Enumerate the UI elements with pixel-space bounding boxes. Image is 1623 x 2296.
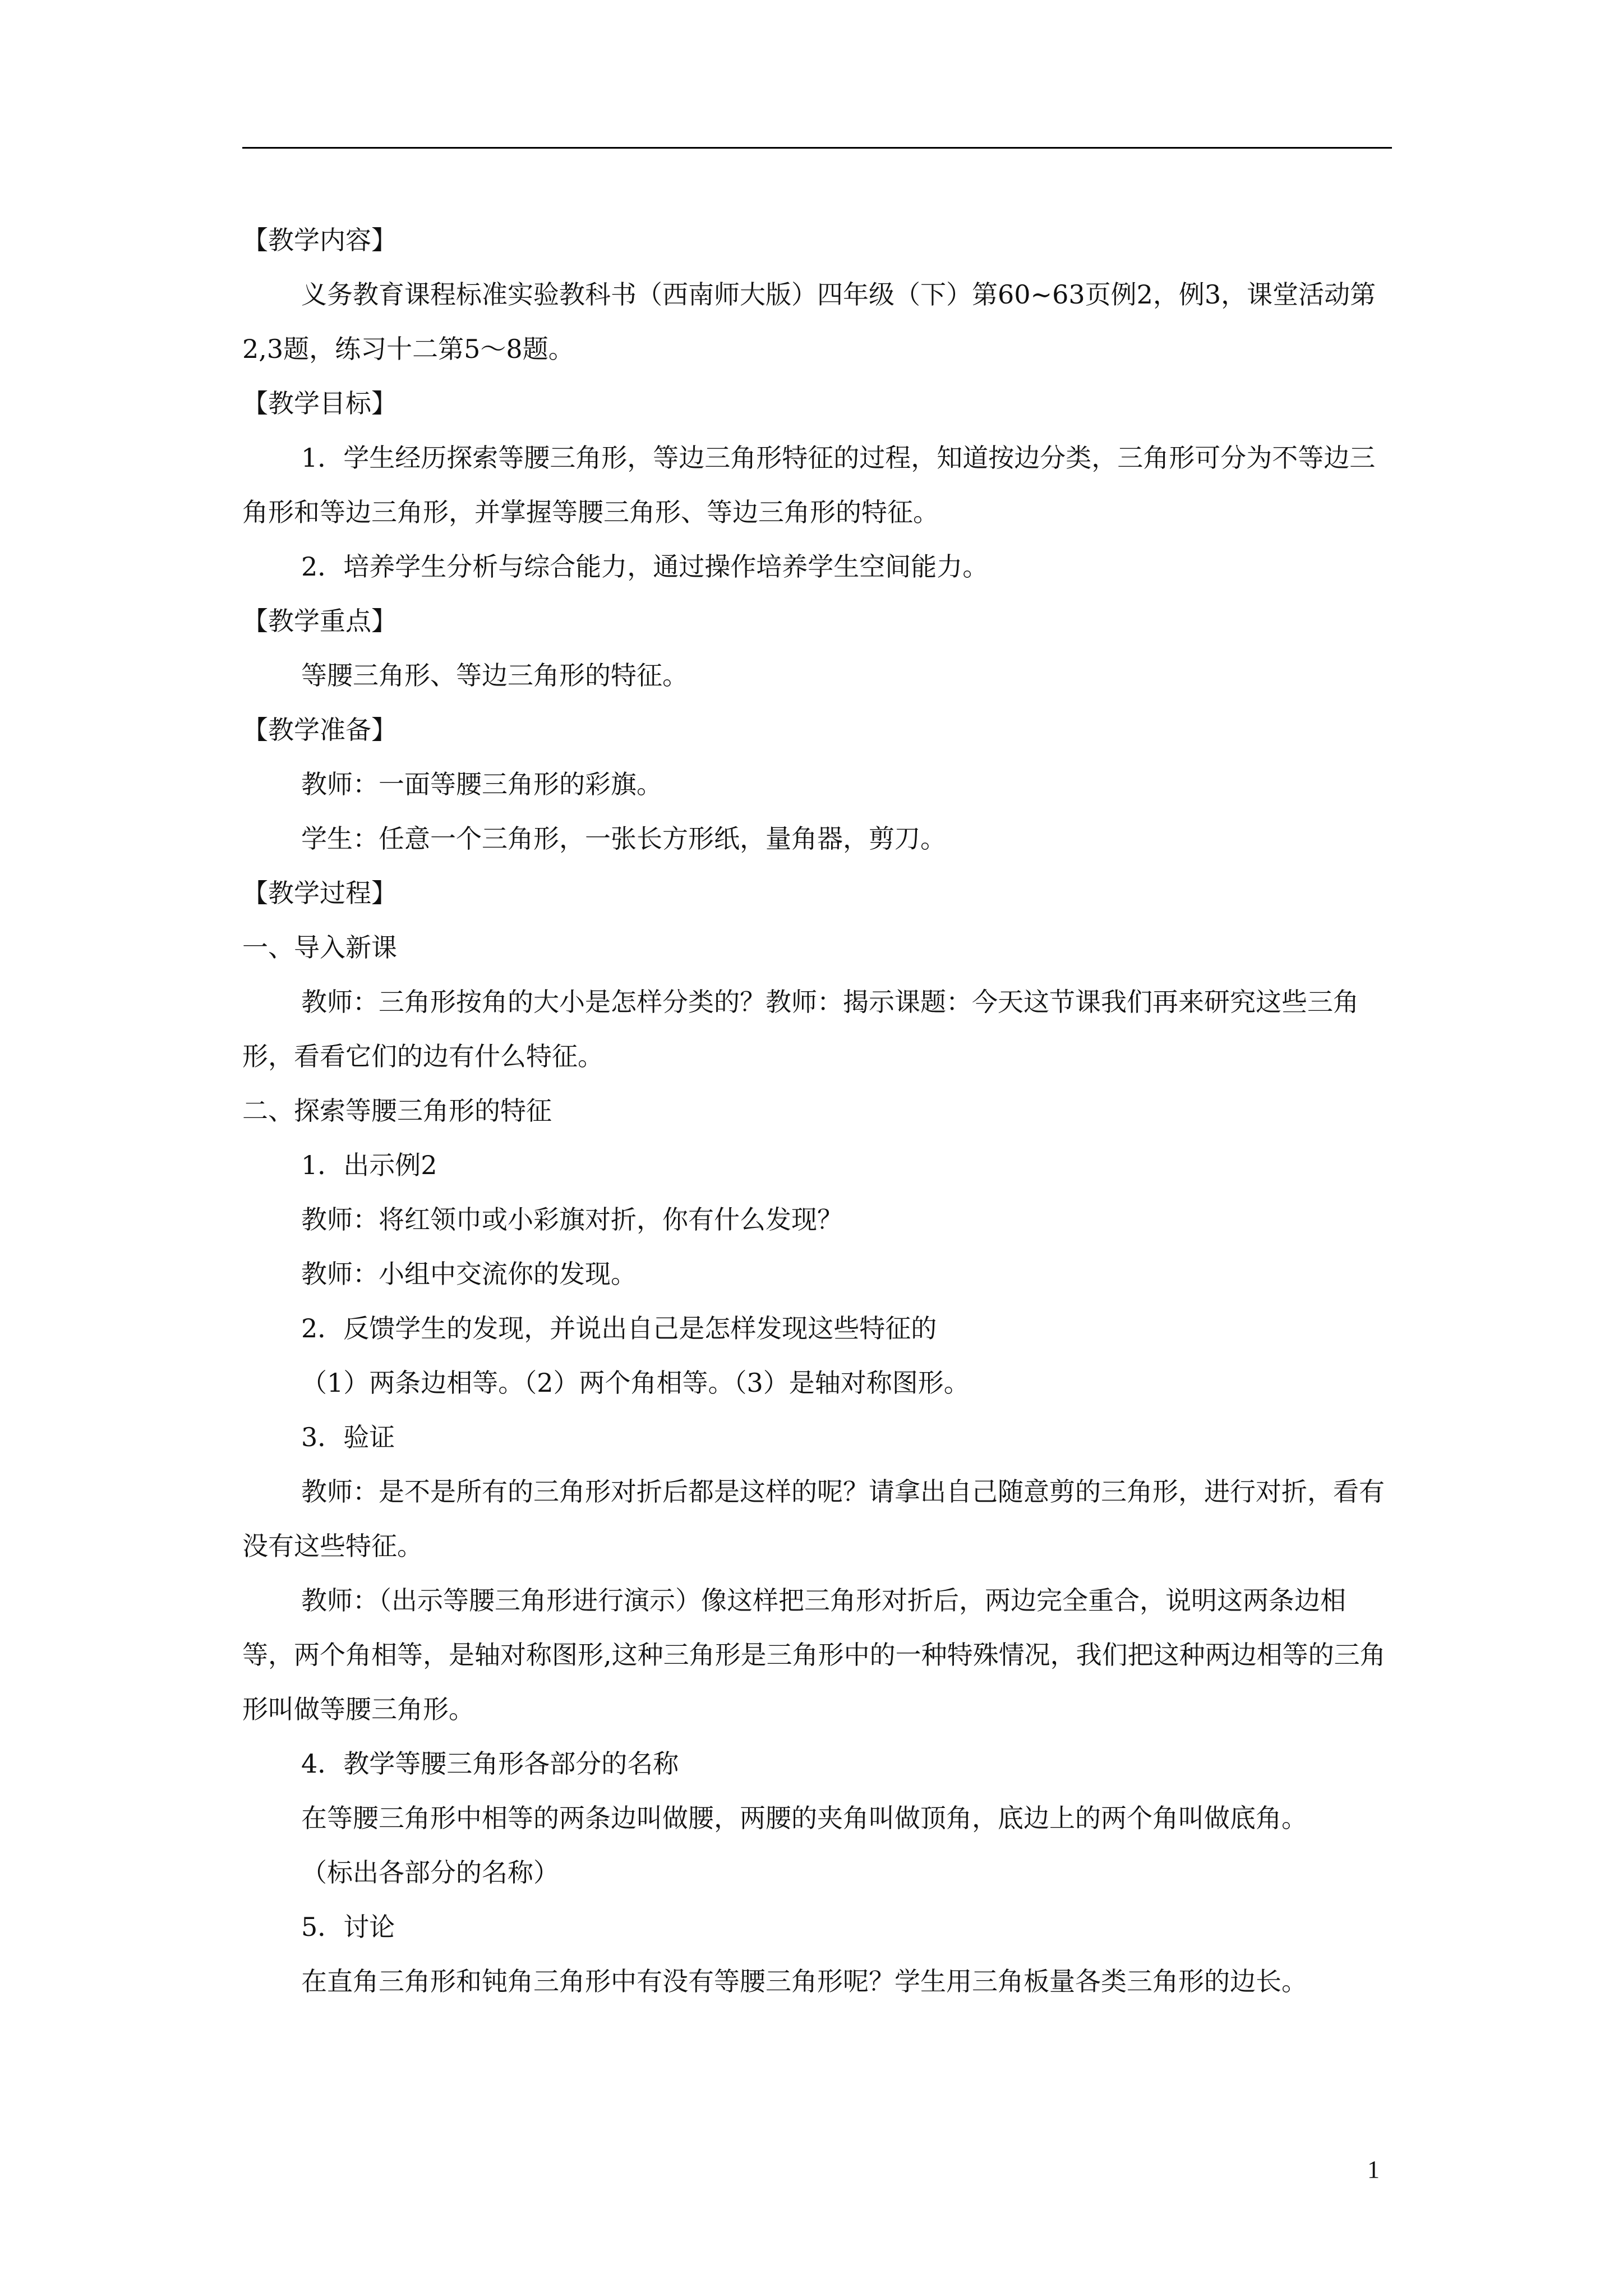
paragraph-verify: 教师：是不是所有的三角形对折后都是这样的呢？请拿出自己随意剪的三角形，进行对折，看有没有这些特征。 bbox=[242, 1476, 1385, 1561]
paragraph-step-2: 2．反馈学生的发现，并说出自己是怎样发现这些特征的 bbox=[301, 1313, 937, 1343]
paragraph-step-5: 5．讨论 bbox=[301, 1912, 395, 1942]
section-heading-process: 【教学过程】 bbox=[242, 878, 397, 908]
section-heading-preparation: 【教学准备】 bbox=[242, 715, 397, 745]
paragraph-objective-2: 2．培养学生分析与综合能力，通过操作培养学生空间能力。 bbox=[301, 551, 989, 582]
paragraph-findings: （1）两条边相等。（2）两个角相等。（3）是轴对称图形。 bbox=[301, 1368, 970, 1398]
paragraph-prep-student: 学生：任意一个三角形，一张长方形纸，量角器，剪刀。 bbox=[301, 823, 946, 854]
paragraph-parts-names: 在等腰三角形中相等的两条边叫做腰，两腰的夹角叫做顶角，底边上的两个角叫做底角。 bbox=[301, 1803, 1307, 1833]
paragraph-key-points: 等腰三角形、等边三角形的特征。 bbox=[301, 660, 688, 691]
section-heading-objectives: 【教学目标】 bbox=[242, 388, 397, 418]
paragraph-teacher-fold: 教师：将红领巾或小彩旗对折，你有什么发现？ bbox=[301, 1204, 843, 1235]
document-body bbox=[242, 213, 1392, 2009]
paragraph-step-1: 1．出示例2 bbox=[301, 1150, 437, 1180]
paragraph-prep-teacher: 教师：一面等腰三角形的彩旗。 bbox=[301, 769, 662, 799]
paragraph-step-4: 4．教学等腰三角形各部分的名称 bbox=[301, 1749, 679, 1779]
paragraph-intro: 教师：三角形按角的大小是怎样分类的？教师：揭示课题：今天这节课我们再来研究这些三角形，看看它们的边有什么特征。 bbox=[242, 987, 1359, 1071]
page-number: 1 bbox=[1367, 2156, 1380, 2183]
paragraph-content: 义务教育课程标准实验教科书（西南师大版）四年级（下）第60~63页例2，例3，课堂活动第2,3题，练习十二第5～8题。 bbox=[242, 279, 1376, 364]
subheading-intro: 一、导入新课 bbox=[242, 932, 397, 963]
paragraph-step-3: 3．验证 bbox=[301, 1422, 395, 1452]
paragraph-teacher-share: 教师：小组中交流你的发现。 bbox=[301, 1259, 637, 1289]
paragraph-objective-1: 1．学生经历探索等腰三角形，等边三角形特征的过程，知道按边分类，三角形可分为不等边三角形和等边三角形，并掌握等腰三角形、等边三角形的特征。 bbox=[242, 443, 1376, 527]
paragraph-label-parts: （标出各部分的名称） bbox=[301, 1857, 559, 1888]
paragraph-demo: 教师：（出示等腰三角形进行演示）像这样把三角形对折后，两边完全重合，说明这两条边相等，两个角相等，是轴对称图形,这种三角形是三角形中的一种特殊情况，我们把这种两边相等的三角形叫做等腰三角形。 bbox=[242, 1585, 1386, 1724]
section-heading-key-points: 【教学重点】 bbox=[242, 606, 397, 636]
header-rule bbox=[242, 147, 1392, 149]
paragraph-discussion: 在直角三角形和钝角三角形中有没有等腰三角形呢？学生用三角板量各类三角形的边长。 bbox=[301, 1966, 1307, 1996]
section-heading-content: 【教学内容】 bbox=[242, 225, 397, 255]
subheading-explore: 二、探索等腰三角形的特征 bbox=[242, 1096, 552, 1126]
